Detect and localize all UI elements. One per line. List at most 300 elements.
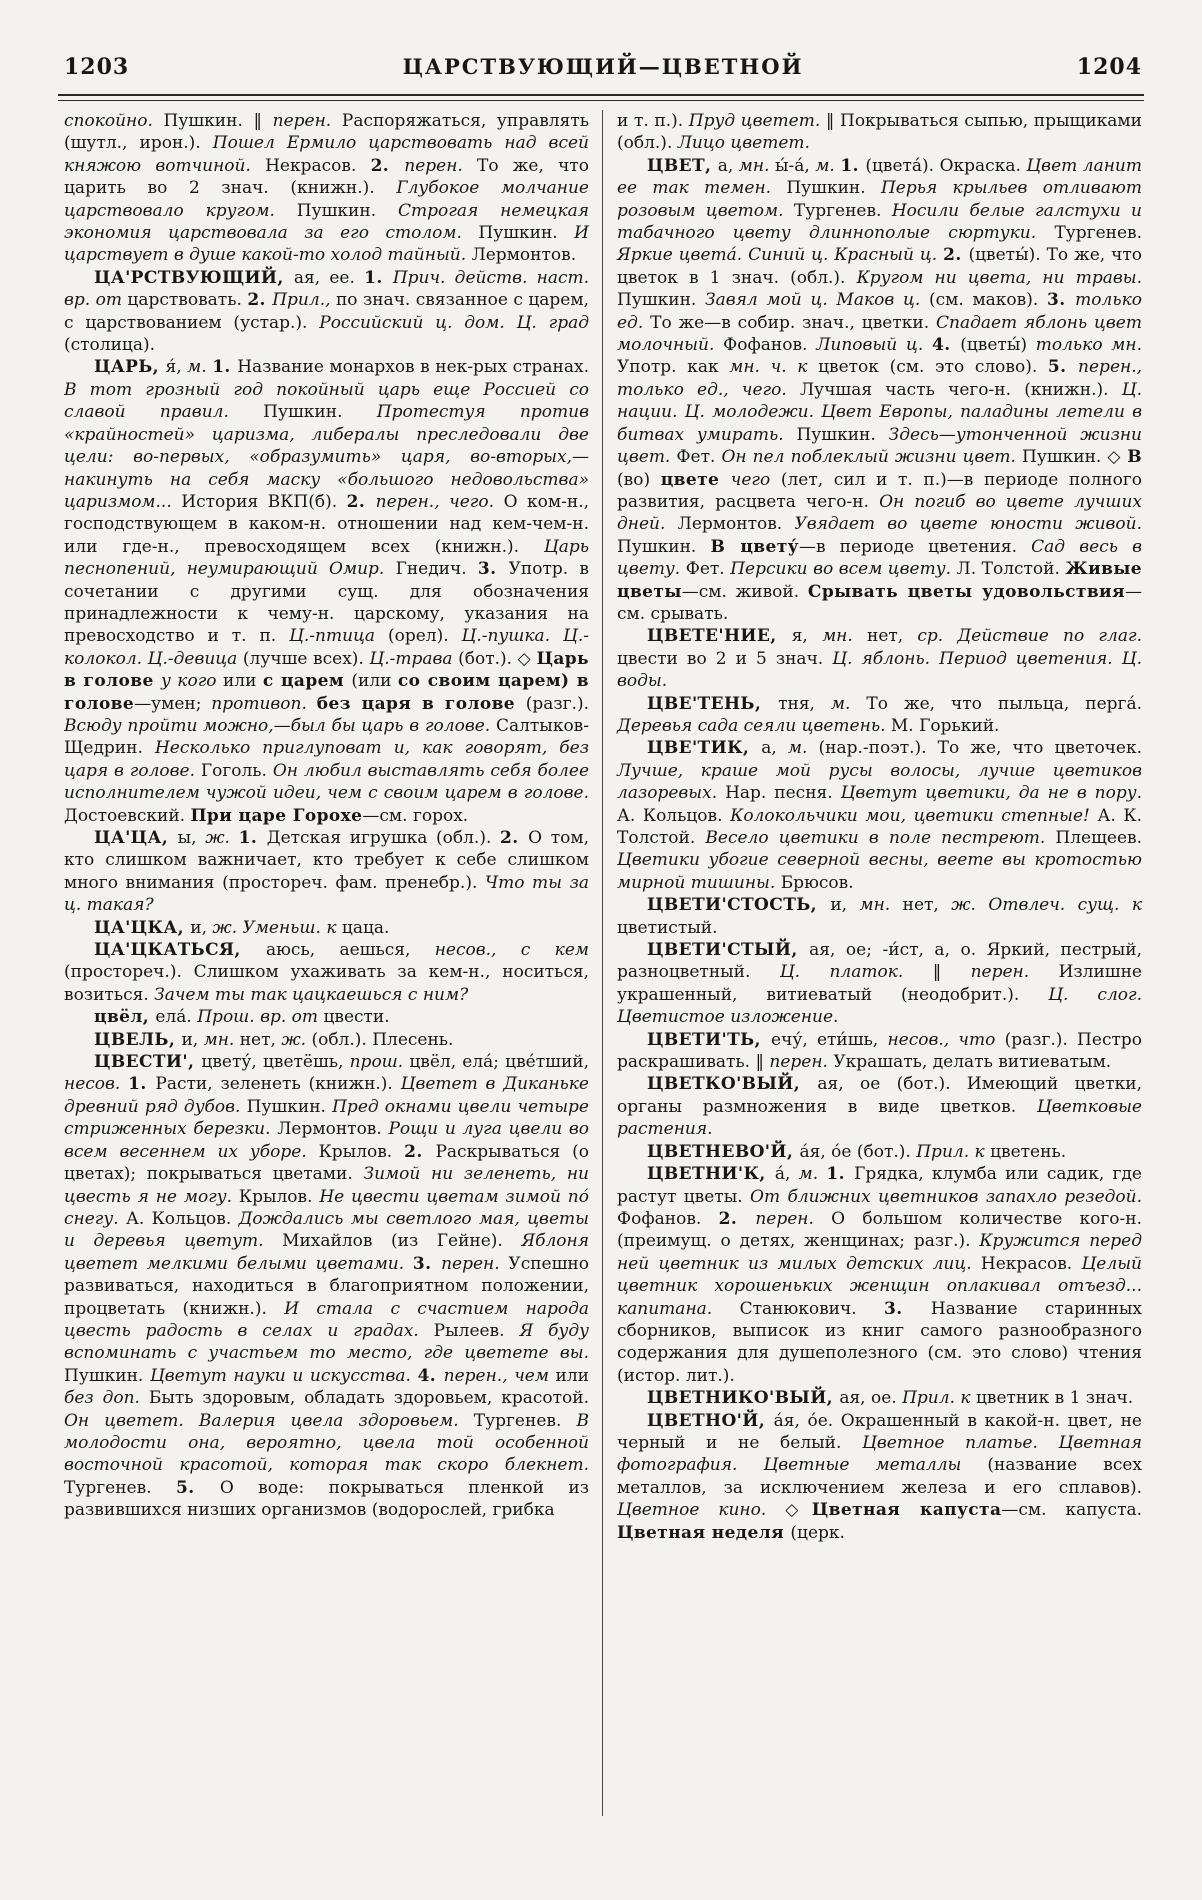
text-segment: Весело цветики в поле пестреют.	[705, 828, 1056, 848]
text-segment: а́,	[774, 1164, 799, 1185]
text-segment: 3.	[412, 1253, 442, 1274]
text-segment: Кружится перед ней цветник из милых детских лиц.	[617, 1231, 1142, 1274]
text-segment: ЦА'ЦКАТЬСЯ,	[94, 940, 266, 961]
text-segment: Салтыков-Щедрин.	[64, 715, 589, 759]
text-segment: ЦА'ЦА,	[94, 828, 178, 848]
text-segment: нет,	[239, 1029, 282, 1050]
text-segment: Пушкин. ◇	[1022, 447, 1128, 468]
text-segment: Лермонтов.	[677, 514, 795, 535]
entry-tsvetnevoi	[617, 1141, 1142, 1163]
text-segment: Цветут науки и искусства.	[149, 1365, 418, 1386]
text-segment: цвете	[660, 469, 731, 490]
text-segment: Цветики убогие северной весны, веете вы кротостью мирной тишины.	[617, 850, 1142, 893]
text-segment: ЦВЕТИ'СТЫЙ,	[647, 940, 810, 961]
entry-tsveten	[617, 693, 1142, 738]
text-segment: Употр. в сочетании с другими сущ. для обозначения принадлежности к чему-н. царскому, указания на превосходство и т. п.	[64, 559, 589, 647]
text-segment: цаца.	[341, 917, 390, 938]
text-segment: А. К. Толстой.	[617, 805, 1142, 848]
text-segment: Что ты за ц. такая?	[64, 872, 589, 916]
text-segment: 2.	[943, 245, 969, 266]
text-segment: ая, ое.	[839, 1388, 903, 1409]
text-segment: перен.	[272, 111, 342, 131]
text-segment: Срывать цветы удовольствия	[807, 581, 1125, 602]
text-segment: Увядает во цвете юности живой.	[794, 514, 1142, 535]
entry-tsatska	[64, 917, 589, 939]
text-segment: Рылеев.	[433, 1320, 520, 1341]
text-segment: Здесь—утонченной жизни цвет.	[617, 424, 1142, 468]
text-segment: (лет, сил и т. п.)—в периоде полного развития, расцвета чего-н.	[617, 469, 1142, 512]
entry-tsvetistost	[617, 894, 1142, 939]
text-segment: 3.	[1046, 290, 1076, 311]
text-segment: и т. п.).	[617, 111, 689, 131]
text-segment: (простореч.). Слишком ухаживать за кем-н., носиться, возиться.	[64, 962, 589, 1005]
text-segment: Гоголь.	[200, 760, 273, 781]
text-segment: Прил. к	[916, 1141, 991, 1162]
text-segment: Царь песнопений, неумирающий Омир.	[64, 536, 589, 580]
text-segment: О воде: покрываться пленкой из развившихся низших организмов (водорослей, грибка	[64, 1477, 589, 1521]
text-segment: ы́-а́,	[775, 155, 816, 176]
text-segment: м.	[798, 1164, 827, 1185]
text-segment: ЦВЕТНИКО'ВЫЙ,	[647, 1388, 840, 1409]
text-segment: Цветет в Диканьке древний ряд дубов.	[64, 1074, 589, 1117]
text-segment: ая, ое; -и́ст, а, о. Яркий, пестрый, разноцветный.	[617, 940, 1142, 983]
text-segment: ЦВЕТНО'Й,	[647, 1410, 774, 1431]
text-segment: перен.	[441, 1253, 509, 1274]
text-segment: 5.	[1047, 357, 1079, 378]
text-segment: 3.	[477, 559, 509, 580]
text-segment: м.	[187, 357, 213, 378]
text-segment: Фофанов.	[617, 1208, 719, 1229]
text-segment: Пушкин.	[478, 223, 575, 244]
text-segment: История ВКП(б).	[181, 491, 347, 512]
text-segment: О том, кто слишком важничает, кто требует к себе слишком много внимания (простореч. фам. пренебр.).	[64, 828, 590, 893]
text-segment: Я буду вспоминать с участьем то место, где цветете вы.	[64, 1320, 589, 1364]
text-segment: 5.	[175, 1477, 220, 1498]
text-segment: В цвету́	[710, 536, 799, 557]
text-segment: без царя в голове	[316, 693, 526, 714]
text-segment: м.	[815, 155, 841, 176]
text-segment: перен., чего.	[375, 491, 504, 512]
text-segment: Употр. как	[617, 357, 730, 378]
text-segment: (или	[351, 671, 398, 692]
text-segment: Липовый ц.	[816, 335, 932, 356]
text-segment: 3.	[884, 1298, 931, 1319]
text-segment: Колокольчики мои, цветики степные!	[730, 805, 1098, 826]
text-segment: (цвета́). Окраска.	[865, 155, 1027, 176]
text-segment: Пруд цветет.	[688, 111, 826, 131]
text-segment: Грядка, клумба или садик, где растут цветы.	[617, 1164, 1142, 1207]
text-segment: Достоевский.	[64, 805, 191, 826]
text-segment: ЦВЕТЕ'НИЕ,	[647, 626, 792, 647]
text-segment: Глубокое молчание царствовало кругом.	[64, 178, 589, 221]
text-segment: ЦВЕЛЬ,	[94, 1029, 182, 1050]
text-segment: Пушкин.	[64, 1365, 150, 1386]
text-segment: То же—в собир. знач., цветки.	[650, 312, 936, 333]
text-segment: противоп.	[211, 693, 317, 714]
text-segment: Ц.-трава	[369, 648, 459, 669]
text-segment: Пушкин.	[796, 424, 889, 445]
text-segment: а́я, о́е (бот.).	[799, 1141, 917, 1162]
text-segment: цвёл,	[94, 1007, 156, 1028]
text-segment: —см. срывать.	[617, 581, 1142, 624]
text-segment: 2.	[370, 155, 405, 176]
text-segment: 1.	[826, 1164, 855, 1185]
text-segment: Всюду пройти можно,—был бы царь в голове.	[64, 715, 496, 736]
text-segment: Пушкин.	[296, 200, 399, 221]
text-segment: ЦВЕ'ТЕНЬ,	[647, 693, 779, 714]
text-segment: Успешно развиваться, находиться в благоприятном положении, процветать (книжн.).	[64, 1253, 589, 1319]
text-segment: ЦВЕТ,	[647, 155, 718, 176]
text-segment: (см. маков).	[928, 290, 1047, 311]
text-segment: —умен;	[134, 693, 212, 714]
text-segment: Перья крыльев отливают розовым цветом.	[617, 178, 1142, 221]
text-segment: Расти, зеленеть (книжн.).	[155, 1074, 401, 1095]
text-segment: Спадает яблонь цвет молочный.	[617, 312, 1142, 356]
entry-tsvetenie	[617, 625, 1142, 692]
text-segment: —см. горох.	[362, 805, 469, 826]
text-segment: а,	[717, 155, 739, 176]
text-segment: Пошел Ермило царствовать над всей княжою вотчиной.	[64, 133, 589, 176]
entry-tsvetik	[617, 737, 1142, 894]
text-segment: только ед.	[617, 290, 1142, 333]
entry-tsvet	[617, 155, 1142, 626]
text-segment: перен.	[755, 1208, 832, 1229]
text-segment: 2.	[247, 290, 273, 311]
text-segment: И царствует в душе какой-то холод тайный.	[64, 223, 589, 266]
text-segment: я,	[791, 626, 823, 647]
text-segment: цвести во 2 и 5 знач.	[617, 648, 833, 669]
text-segment: Прил. к	[902, 1388, 976, 1409]
text-segment: 2.	[404, 1141, 436, 1162]
text-segment: Станюкович.	[739, 1298, 885, 1319]
text-segment: Некрасов.	[265, 155, 371, 176]
text-segment: аюсь, аешься,	[266, 940, 435, 961]
text-segment: Он цветет. Валерия цвела здоровьем.	[64, 1410, 474, 1431]
text-segment: мн.	[859, 895, 903, 916]
text-segment: ж.	[281, 1029, 312, 1050]
text-segment: (столица).	[64, 335, 156, 356]
text-segment: цветень.	[990, 1141, 1067, 1162]
text-segment: (бот.). ◇	[458, 648, 537, 669]
text-segment: Ц. платок.	[779, 962, 933, 983]
text-segment: 4.	[932, 335, 961, 356]
text-segment: Пушкин.	[246, 1096, 333, 1117]
text-segment: Распоряжаться, управлять (шутл., ирон.).	[64, 111, 589, 154]
text-segment: (обл.). Плесень.	[311, 1029, 454, 1050]
text-segment: Некрасов.	[980, 1253, 1082, 1274]
text-segment: Лучше, краше мой русы волосы, лучше цветиков лазоревых.	[617, 760, 1142, 804]
column-left	[64, 110, 602, 1860]
text-segment: 1.	[128, 1074, 156, 1095]
text-segment: Прич. действ. наст. вр. от	[64, 267, 590, 311]
text-segment: Лермонтов.	[471, 245, 577, 266]
text-segment: ж. Отвлеч. сущ. к	[951, 895, 1142, 916]
text-segment: А. Кольцов.	[126, 1208, 239, 1229]
text-segment: с царем	[262, 671, 352, 692]
text-segment: у кого	[161, 671, 223, 692]
text-segment: —в периоде цветения.	[798, 536, 1032, 557]
text-segment: То же, что царить во 2 знач. (книжн.).	[64, 155, 589, 199]
text-segment: ЦВЕ'ТИК,	[647, 738, 762, 759]
text-segment: Пушкин.	[263, 402, 377, 423]
text-segment: 1.	[840, 155, 866, 176]
text-segment: При царе Горохе	[190, 805, 363, 826]
text-segment: (нар.-поэт.). То же, что цветочек.	[818, 738, 1142, 759]
text-segment: Деревья сада сеяли цветень.	[617, 715, 891, 736]
column-right	[603, 110, 1142, 1860]
text-segment: только мн.	[1035, 335, 1142, 356]
text-segment: 1.	[212, 357, 238, 378]
text-segment: Пушкин.	[617, 290, 706, 311]
text-segment: ‖ Покрываться сыпью, прыщиками (обл.).	[617, 111, 1142, 154]
text-segment: Он любил выставлять себя более исполнителем чужой идеи, чем с своим царем в голове.	[64, 760, 590, 804]
text-segment: Ц. яблонь. Период цветения. Ц. воды.	[617, 648, 1142, 692]
text-segment: Тургенев.	[793, 200, 892, 221]
text-segment: Лучшая часть чего-н. (книжн.).	[800, 379, 1122, 400]
text-segment: ЦВЕСТИ',	[94, 1052, 202, 1073]
text-segment: ЦВЕТИ'ТЬ,	[647, 1029, 772, 1050]
text-segment: мн. ч. к	[729, 357, 819, 378]
text-segment: Гнедич.	[395, 559, 478, 580]
text-segment: Фет.	[685, 559, 731, 580]
text-segment: ечу́, ети́шь,	[771, 1029, 888, 1050]
text-segment: От ближних цветников запахло резедой.	[750, 1186, 1142, 1207]
text-segment: (во)	[617, 469, 661, 490]
text-segment: Зачем ты так цацкаешься с ним?	[154, 984, 469, 1005]
text-segment: То же, что пыльца, перга́.	[866, 693, 1142, 714]
text-segment: Пушкин.	[786, 178, 881, 199]
text-segment: Носили белые галстухи и табачного цвету длиннополые сюртуки.	[617, 200, 1142, 244]
page-header	[64, 54, 1142, 80]
text-segment: (разг.).	[525, 693, 589, 714]
text-segment: Лермонтов.	[277, 1119, 389, 1140]
entry-tsatsa	[64, 827, 589, 917]
text-segment: м.	[787, 738, 819, 759]
text-segment: по знач. связанное с царем, с царствованием (устар.).	[64, 290, 589, 333]
text-segment: и,	[190, 917, 213, 938]
text-segment: М. Горький.	[890, 715, 1000, 736]
text-segment: Ц. слог. Цветистое изложение.	[617, 984, 1142, 1028]
text-segment: Цветная неделя	[617, 1522, 791, 1543]
page-number-left: 1203	[64, 54, 130, 80]
text-segment: ◇	[785, 1500, 812, 1521]
text-segment: Пред окнами цвели четыре стриженных березки.	[64, 1096, 589, 1140]
entry-tsvetit	[617, 1029, 1142, 1074]
text-segment: Цветут цветики, да не в пору.	[840, 783, 1142, 804]
text-segment: 2.	[500, 828, 529, 848]
text-segment: В	[1127, 447, 1142, 468]
text-segment: Л. Толстой.	[956, 559, 1066, 580]
text-segment: м.	[830, 693, 867, 714]
text-segment: Не цвести цветам зимой по́ снегу.	[64, 1186, 589, 1229]
text-segment: Яблоня цветет мелкими белыми цветами.	[64, 1231, 589, 1274]
text-segment: а,	[761, 738, 788, 759]
entry-tsvetnoi	[617, 1410, 1142, 1544]
text-segment: Тургенев.	[473, 1410, 577, 1431]
text-segment: Строгая немецкая экономия царствовала за его столом.	[64, 200, 589, 244]
text-segment: Пушкин. ‖	[163, 111, 273, 131]
text-segment: О большом количестве кого-н. (преимущ. о детях, женщинах; разг.).	[617, 1208, 1142, 1252]
text-segment: Царь в голове	[64, 648, 589, 692]
text-segment: ы,	[177, 828, 206, 848]
text-segment: Цветковые растения.	[617, 1096, 1142, 1140]
text-segment: мн.	[822, 626, 867, 647]
text-segment: Михайлов (из Гейне).	[282, 1231, 522, 1252]
text-segment: О ком-н., господствующем в каком-н. отношении над кем-чем-н. или где-н., превосходящем всех (книжн.).	[64, 491, 590, 557]
text-segment: спокойно.	[64, 111, 164, 131]
text-segment: (разг.). Пестро раскрашивать. ‖	[617, 1029, 1142, 1073]
text-segment: и,	[181, 1029, 204, 1050]
entry-tsarstvuyushchiy	[64, 267, 589, 357]
text-segment: А. Кольцов.	[617, 805, 731, 826]
text-segment: Российский ц. дом. Ц. град	[319, 312, 589, 333]
text-segment: Персики во всем цвету.	[730, 559, 957, 580]
text-segment: Фет.	[676, 447, 722, 468]
text-segment: Цветное платье. Цветная фотография. Цветные металлы	[617, 1432, 1142, 1476]
text-segment: ж. Уменьш. к	[212, 917, 342, 938]
text-segment: (орел).	[387, 626, 462, 647]
text-segment: перен., чем	[443, 1365, 556, 1386]
text-segment: несов., что	[887, 1029, 1005, 1050]
text-segment: мн.	[203, 1029, 240, 1050]
entry-tsvetkovyi	[617, 1073, 1142, 1140]
text-segment: В тот грозный год покойный царь еще Россией со славой правил.	[64, 379, 589, 423]
text-segment: Фофанов.	[723, 335, 817, 356]
text-segment: ая, ое (бот.). Имеющий цветки, органы размножения в виде цветков.	[617, 1074, 1142, 1117]
text-segment: несов., с кем	[434, 940, 589, 961]
text-segment: ая, ее.	[293, 267, 365, 288]
text-segment: Он погиб во цвете лучших дней.	[617, 491, 1142, 535]
text-segment: Яркие цвета́. Синий ц. Красный ц.	[617, 245, 944, 266]
entry-tsvetnikovyi	[617, 1387, 1142, 1409]
text-segment: перен.	[769, 1052, 834, 1073]
text-segment: цвету́, цветёшь,	[201, 1052, 350, 1073]
text-segment: Целый цветник хорошеньких женщин оплакивал отъезд... капитана.	[617, 1253, 1142, 1319]
text-segment: 2.	[346, 491, 376, 512]
text-segment: Сад весь в цвету.	[617, 536, 1142, 580]
text-segment: Раскрываться (о цветах); покрываться цветами.	[64, 1141, 589, 1185]
text-segment: Ц.-пушка. Ц.-колокол. Ц.-девица	[64, 626, 589, 669]
text-segment: (название всех металлов, за исключением железа и его сплавов).	[617, 1455, 1142, 1498]
text-segment: ср. Действие по глаг.	[917, 626, 1142, 647]
text-segment: Быть здоровым, обладать здоровьем, красотой.	[148, 1388, 589, 1409]
text-segment: Название старинных сборников, выписок из книг самого разнообразного содержания для душеполезного (см. это слово) чтения (истор. лит.).	[617, 1298, 1142, 1386]
page-number-right: 1204	[1076, 54, 1142, 80]
text-segment: Цветное кино.	[617, 1500, 786, 1521]
text-segment: Лицо цветет.	[677, 133, 810, 154]
text-segment: ЦВЕТНЕВО'Й,	[647, 1141, 800, 1162]
text-segment: Плещеев.	[1055, 828, 1142, 848]
text-segment: прош.	[349, 1052, 410, 1073]
text-segment: со своим царем) в голове	[64, 671, 589, 714]
two-column-text	[64, 110, 1142, 1860]
text-segment: мн.	[738, 155, 775, 176]
entry-tsvesti	[64, 1051, 589, 1522]
text-segment: цвёл, ела́; цве́тший,	[409, 1052, 590, 1073]
text-segment: (церк.	[790, 1522, 845, 1543]
header-rule	[58, 94, 1144, 101]
text-segment: и,	[830, 895, 860, 916]
entry-tsar	[64, 356, 589, 827]
text-segment: цветник в 1 знач.	[975, 1388, 1134, 1409]
text-segment: В молодости она, вероятно, цвела той особенной восточной красотой, которая так скоро блекнет.	[64, 1410, 589, 1476]
text-segment: Тургенев.	[1054, 223, 1142, 244]
text-segment: Название монархов в нек-рых странах.	[237, 357, 589, 378]
text-segment: тня,	[778, 693, 831, 714]
running-title: ЦАРСТВУЮЩИЙ—ЦВЕТНОЙ	[402, 54, 804, 79]
paragraph-continuation-tsarstvovat	[64, 110, 589, 267]
text-segment: царствовать.	[127, 290, 248, 311]
text-segment: (лучше всех).	[242, 648, 370, 669]
text-segment: ЦАРЬ,	[94, 357, 166, 378]
text-segment: Живые цветы	[617, 559, 1142, 602]
text-segment: цветок (см. это слово).	[818, 357, 1048, 378]
text-segment: —см. живой.	[681, 581, 808, 602]
text-segment: Украшать, делать витиеватым.	[833, 1052, 1112, 1073]
text-segment: Рощи и луга цвели во всем весеннем их уборе.	[64, 1119, 589, 1162]
entry-tsvyol	[64, 1006, 589, 1028]
text-segment: Завял мой ц. Маков ц.	[705, 290, 929, 311]
text-segment: ЦА'ЦКА,	[94, 917, 191, 938]
text-segment: ‖	[932, 962, 971, 983]
text-segment: Цветная капуста	[811, 1500, 1002, 1521]
text-segment: Несколько приглуповат и, как говорят, без царя в голове.	[64, 738, 589, 781]
entry-tsvetistyi	[617, 939, 1142, 1029]
text-segment: Прош. вр. от	[197, 1007, 324, 1028]
text-segment: Дождались мы светлого мая, цветы и деревья цветут.	[64, 1208, 589, 1252]
text-segment: (цветы́). То же, что цветок в 1 знач. (обл.).	[617, 245, 1142, 288]
text-segment: несов.	[64, 1074, 129, 1095]
text-segment: ЦВЕТКО'ВЫЙ,	[647, 1074, 818, 1095]
text-segment: нет,	[866, 626, 918, 647]
text-segment: перен., только ед., чего.	[617, 357, 1142, 400]
text-segment: ЦВЕТНИ'К,	[647, 1164, 775, 1185]
paragraph-continuation-tsvesti	[617, 110, 1142, 155]
text-segment: перен.	[404, 155, 478, 176]
text-segment: Пушкин.	[617, 536, 711, 557]
text-segment: или	[222, 671, 263, 692]
text-segment: Брюсов.	[780, 872, 854, 893]
text-segment: а́я, о́е. Окрашенный в какой-н. цвет, не черный и не белый.	[617, 1410, 1142, 1453]
text-segment: Детская игрушка (обл.).	[266, 828, 501, 848]
text-segment: 4.	[417, 1365, 444, 1386]
text-segment: перен.	[970, 962, 1059, 983]
text-segment: (цветы́)	[960, 335, 1036, 356]
text-segment: 2.	[718, 1208, 756, 1229]
text-segment: нет,	[902, 895, 952, 916]
text-segment: Кругом ни цвета, ни травы.	[856, 267, 1142, 288]
text-segment: Тургенев.	[64, 1477, 176, 1498]
text-segment: Ц. нации. Ц. молодежи. Цвет Европы, паладины летели в битвах умирать.	[617, 379, 1142, 445]
text-segment: Нар. песня.	[725, 783, 841, 804]
text-segment: Ц.-птица	[289, 626, 388, 647]
text-segment: Крылов.	[318, 1141, 405, 1162]
text-segment: И стала с счастием народа цвесть радость в селах и градах.	[64, 1298, 589, 1341]
text-segment: ЦВЕТИ'СТОСТЬ,	[647, 895, 831, 916]
text-segment: ела́.	[155, 1007, 198, 1028]
text-segment: или	[555, 1365, 590, 1386]
text-segment: без доп.	[64, 1388, 149, 1409]
text-segment: Зимой ни зеленеть, ни цвесть я не могу.	[64, 1164, 589, 1207]
text-segment: Цвет ланит ее так темен.	[617, 155, 1142, 199]
entry-tsvel	[64, 1029, 589, 1051]
text-segment: чего	[730, 469, 781, 490]
text-segment: Излишне украшенный, витиеватый (неодобрит.).	[617, 962, 1142, 1005]
text-segment: 1.	[364, 267, 393, 288]
text-segment: Крылов.	[238, 1186, 320, 1207]
text-segment: я́,	[165, 357, 188, 378]
text-segment: цвести.	[323, 1007, 390, 1028]
